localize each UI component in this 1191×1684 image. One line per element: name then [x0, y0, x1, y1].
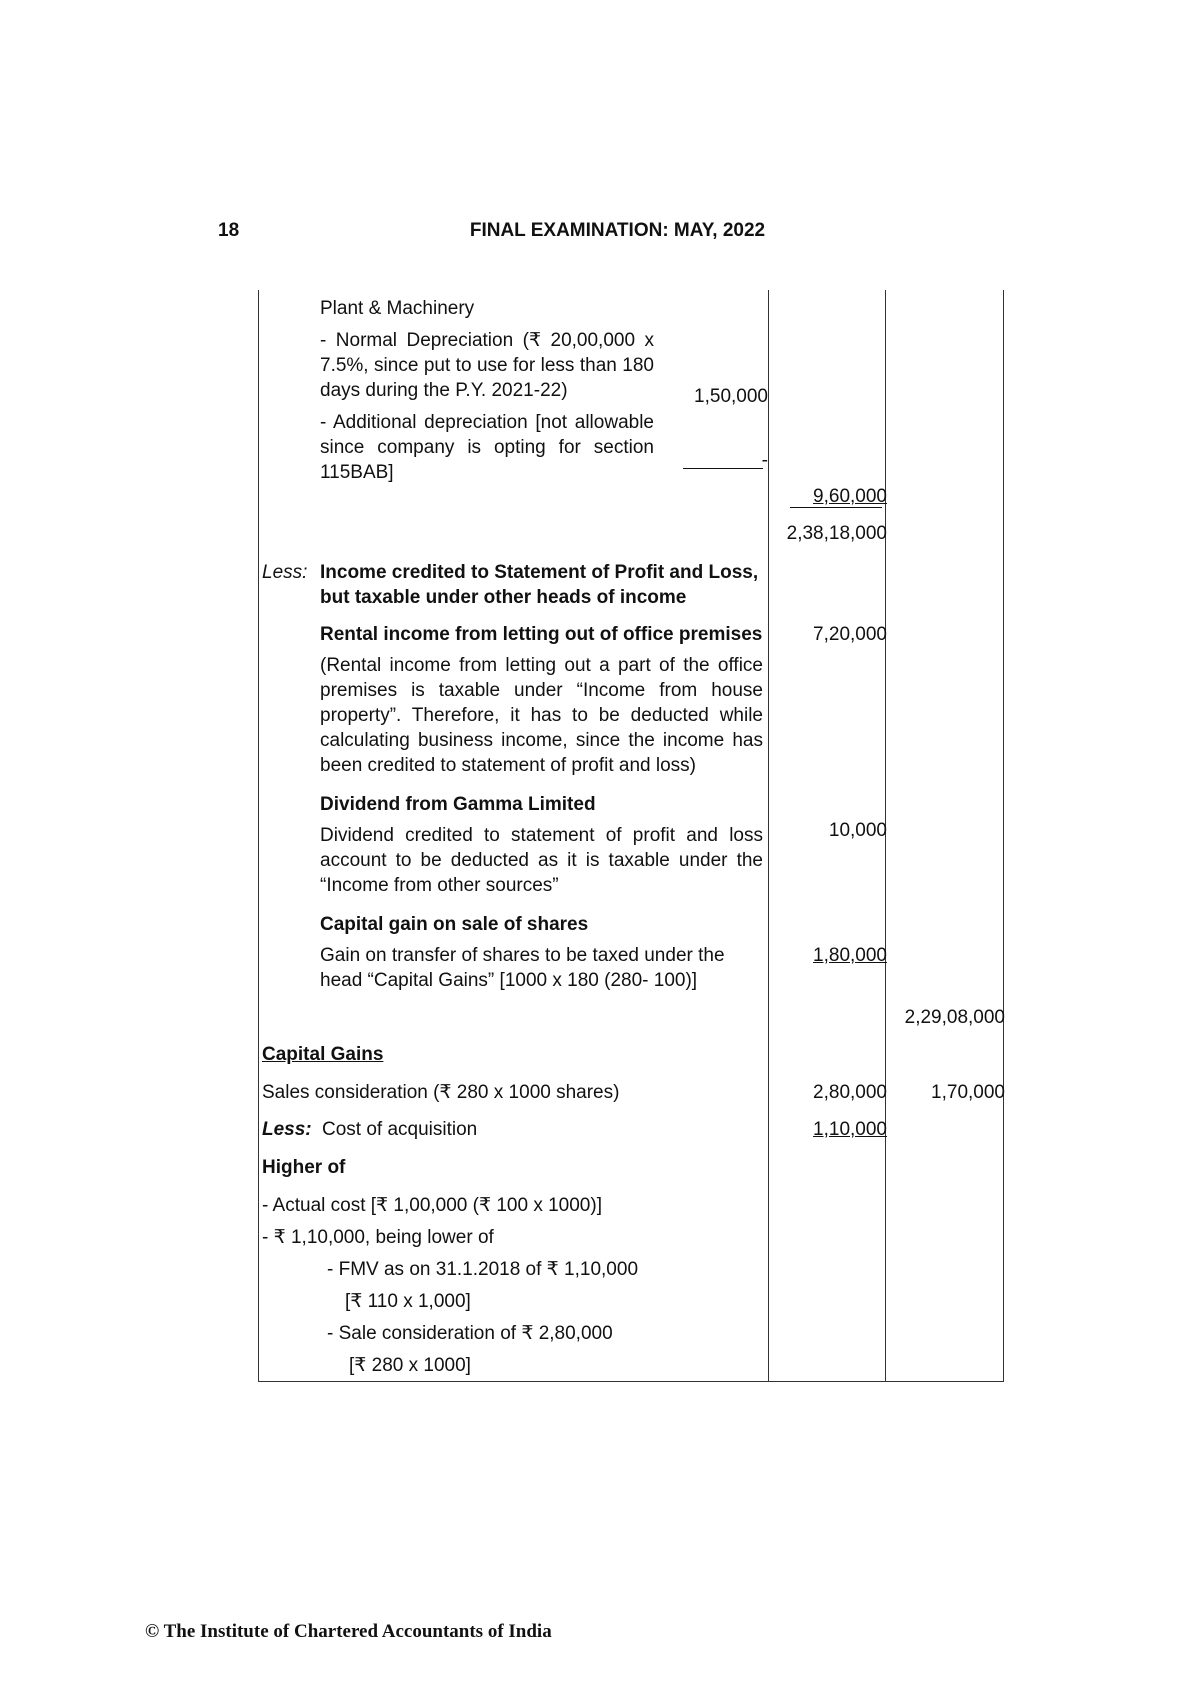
higher-of-label: Higher of	[262, 1157, 346, 1178]
business-income-total: 2,29,08,000	[904, 1007, 1005, 1028]
cost-of-acquisition-label: Cost of acquisition	[322, 1119, 478, 1140]
subtotal-underline	[683, 468, 763, 469]
additional-depreciation-text: - Additional depreciation [not allowable since company is opting for section 115BAB]	[320, 412, 654, 483]
running-total: 2,38,18,000	[786, 523, 887, 544]
footer-copyright: © The Institute of Chartered Accountants of India	[145, 1621, 552, 1642]
table-divider-1	[768, 290, 769, 1382]
page-title: FINAL EXAMINATION: MAY, 2022	[469, 220, 766, 241]
sales-consideration-label: Sales consideration (₹ 280 x 1000 shares)	[262, 1082, 620, 1103]
dividend-note: Dividend credited to statement of profit and loss account to be deducted as it is taxable under the “Income from other sources”	[320, 825, 763, 896]
capital-gain-note: Gain on transfer of shares to be taxed under the head “Capital Gains” [1000 x 180 (280- 100)]	[320, 945, 725, 991]
additional-depreciation-amount: -	[761, 450, 768, 471]
normal-depreciation-amount: 1,50,000	[694, 386, 768, 407]
sale-consideration-line: - Sale consideration of ₹ 2,80,000	[327, 1323, 613, 1344]
table-bottom-border	[258, 1381, 1004, 1382]
capital-gain-title: Capital gain on sale of shares	[320, 914, 589, 935]
fmv-line: - FMV as on 31.1.2018 of ₹ 1,10,000	[327, 1259, 639, 1280]
actual-cost-line: - Actual cost [₹ 1,00,000 (₹ 100 x 1000)]	[262, 1195, 602, 1216]
plant-machinery-heading: Plant & Machinery	[320, 298, 475, 319]
rental-income-title: Rental income from letting out of office premises	[320, 624, 763, 645]
less-heading: Income credited to Statement of Profit and Loss, but taxable under other heads of income	[320, 562, 759, 608]
cost-of-acquisition-amount: 1,10,000	[813, 1119, 887, 1140]
fmv-calc-line: [₹ 110 x 1,000]	[345, 1291, 471, 1312]
cost-less-label: Less:	[262, 1119, 312, 1140]
capital-gains-heading: Capital Gains	[262, 1044, 384, 1065]
table-left-border	[258, 290, 259, 1382]
capital-gain-amount: 1,80,000	[813, 945, 887, 966]
sales-consideration-amount: 2,80,000	[813, 1082, 887, 1103]
plant-total-underline	[790, 507, 882, 508]
less-label: Less:	[262, 562, 308, 583]
dividend-title: Dividend from Gamma Limited	[320, 794, 596, 815]
capital-gain-net: 1,70,000	[931, 1082, 1005, 1103]
plant-depreciation-total: 9,60,000	[813, 486, 887, 507]
lower-of-line: - ₹ 1,10,000, being lower of	[262, 1227, 494, 1248]
table-right-border	[1003, 290, 1004, 1382]
page-number: 18	[218, 220, 240, 241]
dividend-amount: 10,000	[828, 820, 887, 841]
rental-income-amount: 7,20,000	[813, 624, 887, 645]
sale-calc-line: [₹ 280 x 1000]	[349, 1355, 471, 1376]
normal-depreciation-text: - Normal Depreciation (₹ 20,00,000 x 7.5%, since put to use for less than 180 days during the P.Y. 2021-22)	[320, 330, 654, 401]
rental-income-note: (Rental income from letting out a part of the office premises is taxable under “Income from house property”. Therefore, it has to be deducted while calculating business income, since the income has been credited to statement of profit and loss)	[320, 655, 763, 776]
